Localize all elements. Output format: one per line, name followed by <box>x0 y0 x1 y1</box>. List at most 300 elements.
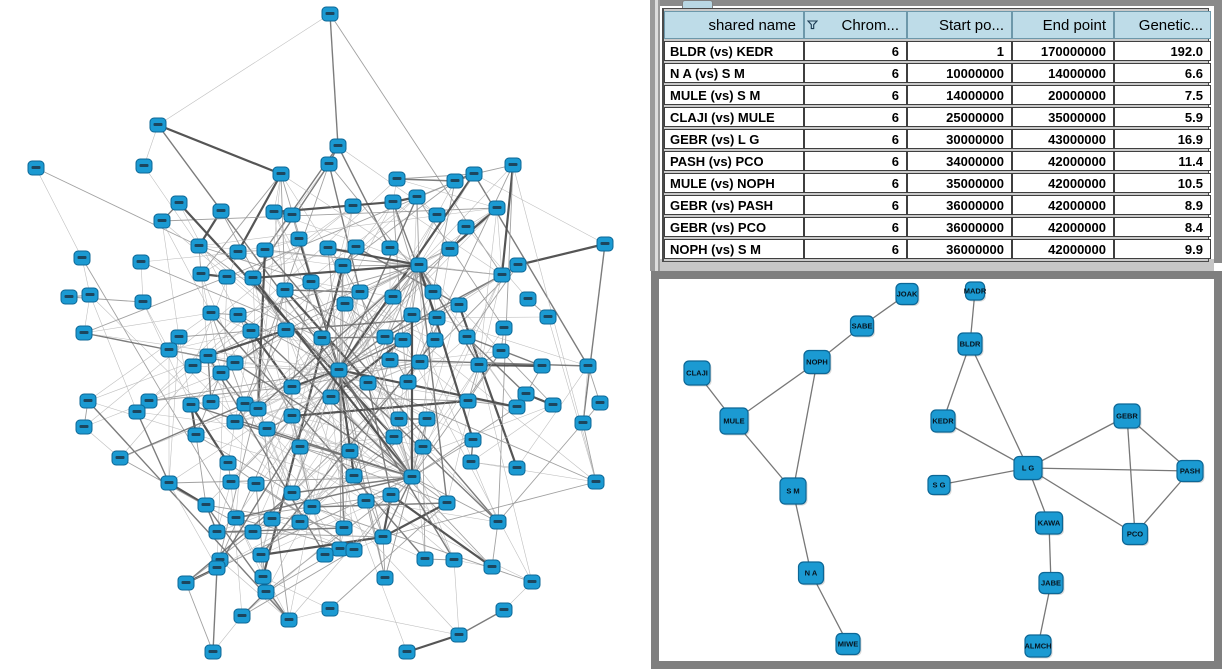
cell-shared_name[interactable]: GEBR (vs) PASH <box>664 195 804 215</box>
node-label: S M <box>786 486 800 496</box>
node-label-glyph <box>488 565 497 568</box>
network-node[interactable] <box>1024 635 1052 659</box>
cell-end_point[interactable]: 42000000 <box>1012 239 1114 259</box>
node-label-glyph <box>238 614 247 617</box>
network-node[interactable] <box>540 310 556 324</box>
node-label-glyph <box>522 392 531 395</box>
network-node[interactable] <box>255 570 271 584</box>
network-node[interactable] <box>524 575 540 589</box>
network-node[interactable] <box>284 486 300 500</box>
cell-end_point[interactable]: 35000000 <box>1012 107 1114 127</box>
network-node[interactable] <box>209 525 225 539</box>
network-edge[interactable] <box>1028 416 1127 468</box>
cell-chromosome[interactable]: 6 <box>804 151 907 171</box>
network-edge <box>518 244 605 265</box>
network-node[interactable] <box>136 159 152 173</box>
cell-start_point[interactable]: 36000000 <box>907 195 1012 215</box>
node-label-glyph <box>327 395 336 398</box>
cell-start_point[interactable]: 14000000 <box>907 85 1012 105</box>
node-label-glyph <box>381 335 390 338</box>
network-node[interactable] <box>400 375 416 389</box>
network-node[interactable] <box>510 258 526 272</box>
cell-chromosome[interactable]: 6 <box>804 129 907 149</box>
node-label-glyph <box>192 433 201 436</box>
network-edge <box>88 313 211 401</box>
network-node[interactable] <box>451 628 467 642</box>
network-node[interactable] <box>178 576 194 590</box>
network-node[interactable] <box>185 359 201 373</box>
network-node[interactable] <box>417 552 433 566</box>
cell-genetic[interactable]: 16.9 <box>1114 129 1211 149</box>
network-node[interactable] <box>80 394 96 408</box>
network-node[interactable] <box>330 139 346 153</box>
network-node[interactable] <box>446 553 462 567</box>
network-node[interactable] <box>76 420 92 434</box>
network-edge <box>471 462 596 482</box>
table-row[interactable] <box>664 195 1211 215</box>
network-node[interactable] <box>154 214 170 228</box>
cell-start_point[interactable]: 35000000 <box>907 173 1012 193</box>
node-label-glyph <box>231 420 240 423</box>
cell-end_point[interactable]: 42000000 <box>1012 195 1114 215</box>
network-node[interactable] <box>258 585 274 599</box>
network-node[interactable] <box>342 444 358 458</box>
node-label-glyph <box>387 493 396 496</box>
network-node[interactable] <box>273 167 289 181</box>
cell-genetic[interactable]: 8.4 <box>1114 217 1211 237</box>
cell-shared_name[interactable]: CLAJI (vs) MULE <box>664 107 804 127</box>
node-label-glyph <box>165 481 174 484</box>
cell-chromosome[interactable]: 6 <box>804 63 907 83</box>
filter-funnel-icon[interactable] <box>807 20 818 30</box>
table-row[interactable] <box>664 217 1211 237</box>
cell-end_point[interactable]: 43000000 <box>1012 129 1114 149</box>
network-node[interactable] <box>259 422 275 436</box>
network-node[interactable] <box>228 511 244 525</box>
cell-end_point[interactable]: 42000000 <box>1012 217 1114 237</box>
node-label-glyph <box>463 335 472 338</box>
network-node[interactable] <box>389 172 405 186</box>
network-node[interactable] <box>171 330 187 344</box>
network-node[interactable] <box>391 412 407 426</box>
network-node[interactable] <box>227 356 243 370</box>
cell-genetic[interactable]: 10.5 <box>1114 173 1211 193</box>
network-node[interactable] <box>266 205 282 219</box>
network-node[interactable] <box>257 243 273 257</box>
network-node[interactable] <box>496 321 512 335</box>
column-header-end_point[interactable] <box>1012 11 1114 39</box>
network-node[interactable] <box>460 394 476 408</box>
network-node[interactable] <box>303 275 319 289</box>
network-node[interactable] <box>896 284 920 307</box>
cell-genetic[interactable]: 6.6 <box>1114 63 1211 83</box>
cell-genetic[interactable]: 7.5 <box>1114 85 1211 105</box>
network-edge <box>454 560 459 635</box>
network-node[interactable] <box>281 613 297 627</box>
table-row[interactable] <box>664 129 1211 149</box>
node-label: MIWE <box>837 639 859 649</box>
network-node[interactable] <box>219 270 235 284</box>
network-node[interactable] <box>234 609 250 623</box>
network-node[interactable] <box>321 157 337 171</box>
node-label-glyph <box>349 204 358 207</box>
cell-genetic[interactable]: 192.0 <box>1114 41 1211 61</box>
network-node[interactable] <box>346 543 362 557</box>
node-label-glyph <box>78 256 87 259</box>
network-node[interactable] <box>442 242 458 256</box>
network-node[interactable] <box>958 333 984 357</box>
cell-start_point[interactable]: 30000000 <box>907 129 1012 149</box>
network-node[interactable] <box>230 245 246 259</box>
network-node[interactable] <box>425 285 441 299</box>
network-node[interactable] <box>439 496 455 510</box>
network-node[interactable] <box>1014 457 1044 482</box>
network-node[interactable] <box>248 477 264 491</box>
network-node[interactable] <box>383 488 399 502</box>
network-node[interactable] <box>597 237 613 251</box>
network-node[interactable] <box>193 267 209 281</box>
node-label-glyph <box>433 316 442 319</box>
network-node[interactable] <box>323 390 339 404</box>
cell-start_point[interactable]: 10000000 <box>907 63 1012 83</box>
network-node[interactable] <box>213 204 229 218</box>
network-node[interactable] <box>545 398 561 412</box>
network-node[interactable] <box>278 323 294 337</box>
node-label-glyph <box>307 280 316 283</box>
network-node[interactable] <box>592 396 608 410</box>
small-network-canvas[interactable] <box>659 279 1214 661</box>
table-row[interactable] <box>664 173 1211 193</box>
node-label-glyph <box>175 201 184 204</box>
network-node[interactable] <box>466 167 482 181</box>
edge-attribute-table <box>662 8 1209 262</box>
network-node[interactable] <box>509 400 525 414</box>
network-node[interactable] <box>484 560 500 574</box>
network-node[interactable] <box>684 361 712 387</box>
network-node[interactable] <box>76 326 92 340</box>
network-node[interactable] <box>129 405 145 419</box>
node-label-glyph <box>247 329 256 332</box>
network-node[interactable] <box>496 603 512 617</box>
network-node[interactable] <box>459 330 475 344</box>
network-node[interactable] <box>331 363 347 377</box>
network-node[interactable] <box>250 402 266 416</box>
node-label-glyph <box>195 244 204 247</box>
network-node[interactable] <box>465 433 481 447</box>
node-label-glyph <box>145 399 154 402</box>
network-node[interactable] <box>419 412 435 426</box>
network-node[interactable] <box>490 515 506 529</box>
node-label-glyph <box>326 607 335 610</box>
table-row[interactable] <box>664 85 1211 105</box>
network-node[interactable] <box>188 428 204 442</box>
network-node[interactable] <box>382 241 398 255</box>
network-node[interactable] <box>223 475 239 489</box>
cell-start_point[interactable]: 25000000 <box>907 107 1012 127</box>
column-header-genetic[interactable] <box>1114 11 1211 39</box>
cell-end_point[interactable]: 42000000 <box>1012 173 1114 193</box>
network-node[interactable] <box>253 548 269 562</box>
network-node[interactable] <box>345 199 361 213</box>
network-node[interactable] <box>264 512 280 526</box>
network-node[interactable] <box>245 271 261 285</box>
network-node[interactable] <box>203 306 219 320</box>
network-node[interactable] <box>395 333 411 347</box>
column-header-shared_name[interactable] <box>664 11 804 39</box>
cell-start_point[interactable]: 34000000 <box>907 151 1012 171</box>
network-node[interactable] <box>385 195 401 209</box>
network-node[interactable] <box>382 353 398 367</box>
network-node[interactable] <box>851 316 876 338</box>
node-label-glyph <box>285 618 294 621</box>
network-node[interactable] <box>336 521 352 535</box>
network-node[interactable] <box>335 259 351 273</box>
network-node[interactable] <box>588 475 604 489</box>
cell-start_point[interactable]: 36000000 <box>907 239 1012 259</box>
node-label-glyph <box>318 336 327 339</box>
network-node[interactable] <box>314 331 330 345</box>
network-node[interactable] <box>580 359 596 373</box>
network-node[interactable] <box>399 645 415 659</box>
node-label-glyph <box>234 313 243 316</box>
network-node[interactable] <box>1039 573 1065 596</box>
network-node[interactable] <box>346 469 362 483</box>
network-node[interactable] <box>112 451 128 465</box>
network-node[interactable] <box>358 494 374 508</box>
network-node[interactable] <box>277 283 293 297</box>
network-edge <box>397 179 455 181</box>
network-node[interactable] <box>518 387 534 401</box>
cell-end_point[interactable]: 170000000 <box>1012 41 1114 61</box>
cell-chromosome[interactable]: 6 <box>804 85 907 105</box>
cell-chromosome[interactable]: 6 <box>804 195 907 215</box>
network-node[interactable] <box>82 288 98 302</box>
network-node[interactable] <box>377 330 393 344</box>
node-label: JOAK <box>896 289 918 299</box>
cell-genetic[interactable]: 9.9 <box>1114 239 1211 259</box>
network-node[interactable] <box>203 395 219 409</box>
cell-genetic[interactable]: 5.9 <box>1114 107 1211 127</box>
network-node[interactable] <box>458 220 474 234</box>
network-node[interactable] <box>385 290 401 304</box>
network-node[interactable] <box>409 190 425 204</box>
panel-divider[interactable] <box>648 0 660 271</box>
node-label-glyph <box>254 407 263 410</box>
network-node[interactable] <box>489 201 505 215</box>
network-node[interactable] <box>505 158 521 172</box>
network-node[interactable] <box>191 239 207 253</box>
cell-chromosome[interactable]: 6 <box>804 107 907 127</box>
cell-shared_name[interactable]: PASH (vs) PCO <box>664 151 804 171</box>
network-node[interactable] <box>352 285 368 299</box>
node-label-glyph <box>395 417 404 420</box>
network-node[interactable] <box>429 208 445 222</box>
network-node[interactable] <box>230 308 246 322</box>
table-row[interactable] <box>664 239 1211 259</box>
network-node[interactable] <box>198 498 214 512</box>
network-node[interactable] <box>348 240 364 254</box>
network-node[interactable] <box>1114 404 1142 430</box>
network-node[interactable] <box>213 366 229 380</box>
network-node[interactable] <box>720 408 750 436</box>
network-edge[interactable] <box>1127 416 1135 534</box>
cell-end_point[interactable]: 14000000 <box>1012 63 1114 83</box>
node-label-glyph <box>381 576 390 579</box>
table-row[interactable] <box>664 151 1211 171</box>
network-node[interactable] <box>292 440 308 454</box>
network-node[interactable] <box>209 561 225 575</box>
cell-shared_name[interactable]: N A (vs) S M <box>664 63 804 83</box>
network-edge <box>186 583 213 652</box>
node-label-glyph <box>389 295 398 298</box>
node-label-glyph <box>500 608 509 611</box>
network-node[interactable] <box>427 333 443 347</box>
table-row[interactable] <box>664 63 1211 83</box>
network-node[interactable] <box>804 351 832 376</box>
network-node[interactable] <box>360 376 376 390</box>
network-node[interactable] <box>799 562 826 586</box>
network-node[interactable] <box>74 251 90 265</box>
column-header-label: Genetic... <box>1138 16 1203 34</box>
network-node[interactable] <box>292 515 308 529</box>
network-node[interactable] <box>171 196 187 210</box>
network-edge <box>169 483 217 568</box>
network-edge <box>231 482 242 616</box>
network-node[interactable] <box>304 500 320 514</box>
network-node[interactable] <box>220 456 236 470</box>
network-node[interactable] <box>322 7 338 21</box>
cell-start_point[interactable]: 36000000 <box>907 217 1012 237</box>
cell-shared_name[interactable]: GEBR (vs) PCO <box>664 217 804 237</box>
cell-shared_name[interactable]: NOPH (vs) S M <box>664 239 804 259</box>
node-label: PCO <box>1126 529 1144 539</box>
node-label-glyph <box>295 237 304 240</box>
cell-end_point[interactable]: 42000000 <box>1012 151 1114 171</box>
network-node[interactable] <box>931 410 957 434</box>
network-node[interactable] <box>320 241 336 255</box>
node-label-glyph <box>65 295 74 298</box>
network-node[interactable] <box>61 290 77 304</box>
network-node[interactable] <box>161 343 177 357</box>
network-node[interactable] <box>1036 512 1065 536</box>
cell-genetic[interactable]: 11.4 <box>1114 151 1211 171</box>
cell-chromosome[interactable]: 6 <box>804 239 907 259</box>
network-node[interactable] <box>411 258 427 272</box>
node-label-glyph <box>513 466 522 469</box>
network-node[interactable] <box>284 409 300 423</box>
network-node[interactable] <box>494 268 510 282</box>
table-row[interactable] <box>664 107 1211 127</box>
network-node[interactable] <box>322 602 338 616</box>
network-edge[interactable] <box>970 344 1028 468</box>
node-label-glyph <box>165 348 174 351</box>
network-node[interactable] <box>284 380 300 394</box>
cell-chromosome[interactable]: 6 <box>804 173 907 193</box>
network-edge <box>330 14 338 146</box>
node-label: GEBR <box>1116 411 1138 421</box>
network-node[interactable] <box>836 634 862 657</box>
network-node[interactable] <box>964 282 987 302</box>
network-node[interactable] <box>509 461 525 475</box>
network-edge <box>179 331 251 337</box>
network-node[interactable] <box>520 292 536 306</box>
network-node[interactable] <box>133 255 149 269</box>
network-node[interactable] <box>534 359 550 373</box>
node-label-glyph <box>207 400 216 403</box>
network-node[interactable] <box>493 344 509 358</box>
network-node[interactable] <box>412 355 428 369</box>
network-node[interactable] <box>377 571 393 585</box>
cell-chromosome[interactable]: 6 <box>804 41 907 61</box>
network-node[interactable] <box>575 416 591 430</box>
network-node[interactable] <box>337 297 353 311</box>
network-node[interactable] <box>161 476 177 490</box>
column-header-chromosome[interactable] <box>804 11 907 39</box>
network-node[interactable] <box>135 295 151 309</box>
network-node[interactable] <box>463 455 479 469</box>
cell-start_point[interactable]: 1 <box>907 41 1012 61</box>
table-row[interactable] <box>664 41 1211 61</box>
network-node[interactable] <box>227 415 243 429</box>
network-node[interactable] <box>28 161 44 175</box>
network-node[interactable] <box>447 174 463 188</box>
network-node[interactable] <box>471 358 487 372</box>
network-node[interactable] <box>291 232 307 246</box>
node-label-glyph <box>524 297 533 300</box>
cell-chromosome[interactable]: 6 <box>804 217 907 237</box>
cell-shared_name[interactable]: BLDR (vs) KEDR <box>664 41 804 61</box>
node-label-glyph <box>429 290 438 293</box>
network-edge[interactable] <box>793 362 817 491</box>
cell-genetic[interactable]: 8.9 <box>1114 195 1211 215</box>
network-node[interactable] <box>243 324 259 338</box>
network-node[interactable] <box>429 311 445 325</box>
network-node[interactable] <box>375 530 391 544</box>
network-node[interactable] <box>317 548 333 562</box>
network-node[interactable] <box>245 525 261 539</box>
network-node[interactable] <box>780 478 808 506</box>
node-label-glyph <box>224 461 233 464</box>
network-node[interactable] <box>415 440 431 454</box>
node-label-glyph <box>288 213 297 216</box>
node-label-glyph <box>475 363 484 366</box>
network-node[interactable] <box>200 349 216 363</box>
cell-shared_name[interactable]: MULE (vs) NOPH <box>664 173 804 193</box>
network-node[interactable] <box>404 308 420 322</box>
network-node[interactable] <box>386 430 402 444</box>
cell-shared_name[interactable]: GEBR (vs) L G <box>664 129 804 149</box>
column-header-start_point[interactable] <box>907 11 1012 39</box>
column-header-label: Start po... <box>938 16 1004 34</box>
network-node[interactable] <box>928 476 952 497</box>
node-label-glyph <box>592 480 601 483</box>
network-node[interactable] <box>1123 524 1150 547</box>
network-node[interactable] <box>451 298 467 312</box>
network-node[interactable] <box>1177 461 1205 484</box>
network-node[interactable] <box>205 645 221 659</box>
network-node[interactable] <box>284 208 300 222</box>
network-node[interactable] <box>183 398 199 412</box>
node-label-glyph <box>308 505 317 508</box>
node-label-glyph <box>350 474 359 477</box>
node-label-glyph <box>213 530 222 533</box>
network-edge[interactable] <box>1028 468 1190 471</box>
cell-shared_name[interactable]: MULE (vs) S M <box>664 85 804 105</box>
network-node[interactable] <box>404 470 420 484</box>
cell-end_point[interactable]: 20000000 <box>1012 85 1114 105</box>
node-label-glyph <box>249 530 258 533</box>
network-node[interactable] <box>150 118 166 132</box>
